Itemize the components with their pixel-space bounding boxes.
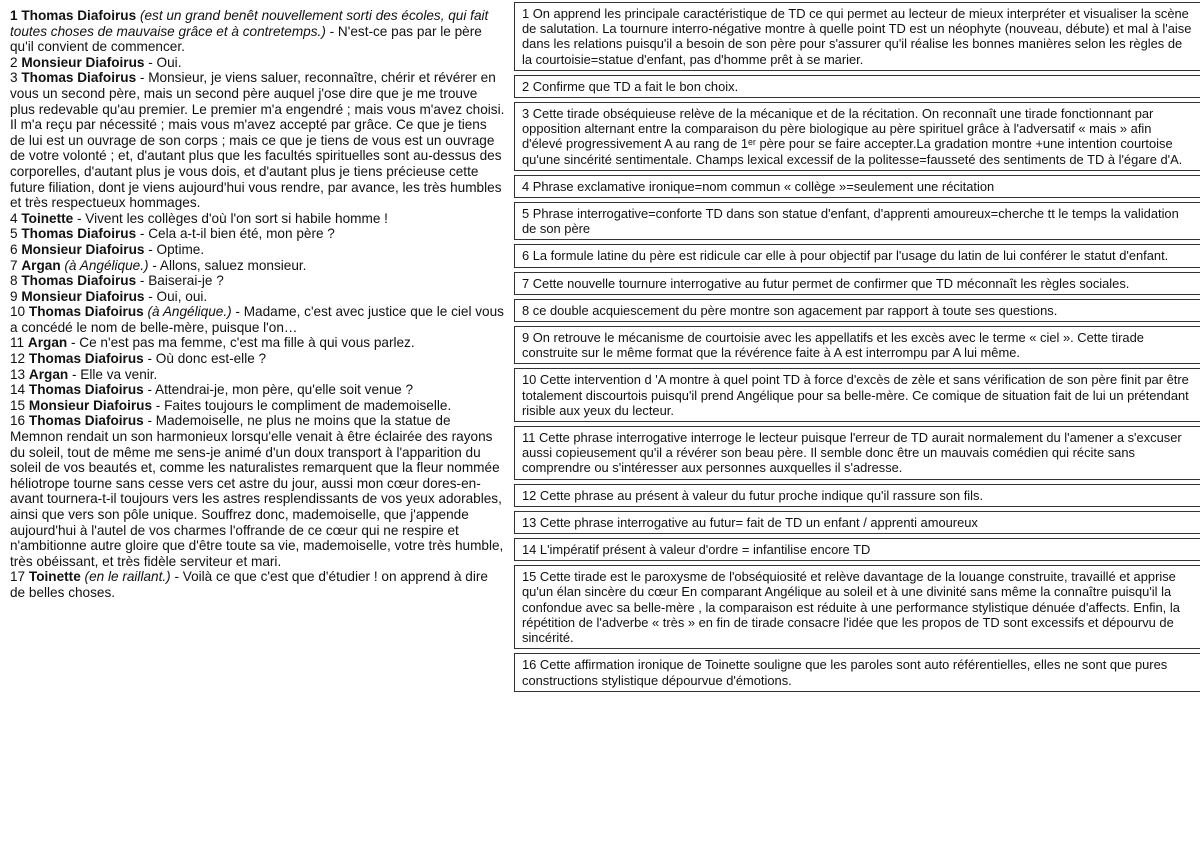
speaker-name: Argan	[21, 257, 61, 273]
line-number: 7	[10, 257, 18, 273]
comment-box-15: 15 Cette tirade est le paroxysme de l'obséquiosité et relève davantage de la louange construite, travaillé et apprise qu'un élan sincère du cœur En comparant Angélique au soleil et à une divinité sans même la connaître puisqu'il la confondue avec sa belle-mère , la comparaison est réduite à une performance stylistique dénuée d'affects. Enfin, la répétition de l'adverbe « très » en fin de tirade consacre l'idée que les propos de TD sont excessifs et dépourvu de sincérité.	[514, 565, 1200, 649]
speaker-name: Thomas Diafoirus	[21, 8, 137, 23]
comment-box-1: 1 On apprend les principale caractéristique de TD ce qui permet au lecteur de mieux interpréter et visualiser la scène de salutation. La tournure interro-négative montre à quelle point TD est un néophyte (nouveau, débute) et mal à l'aise dans les relations puisqu'il a besoin de son père pour s'assurer qu'il réalise les bonnes manières selon les règles de la courtoisie=statue d'enfant, pas d'homme prêt à se marier.	[514, 2, 1200, 71]
speaker-name: Thomas Diafoirus	[21, 226, 137, 242]
line-text: - Oui.	[144, 54, 182, 70]
dialogue-line-8	[10, 273, 505, 289]
comment-box-10: 10 Cette intervention d 'A montre à quel point TD à force d'excès de zèle et sans vérification de son père finit par être totalement discourtois puisqu'il prend Angélique pour sa belle-mère. Ce comique de situation fait de lui un prétendant risible aux yeux du lecteur.	[514, 368, 1200, 422]
dialogue-line-5	[10, 226, 505, 242]
comment-box-3: 3 Cette tirade obséquieuse relève de la mécanique et de la récitation. On reconnaît une tirade fonctionnant par opposition alternant entre la comparaison du père biologique au père spirituel grâce à l'adversatif « mais » afin d'élevé progressivement A au rang de 1ᵉʳ père pour se faire accepter.La gradation montre +une intention courtoise qu'une sincérité sentimentale. Champs lexical excessif de la politesse=fausseté des sentiments de TD à l'égare d'A.	[514, 102, 1200, 171]
dialogue-line-14	[10, 382, 505, 398]
line-text: - Baiserai-je ?	[136, 273, 224, 289]
comment-box-9: 9 On retrouve le mécanisme de courtoisie avec les appellatifs et les excès avec le terme « ciel ». Cette tirade construite sur le même format que la révérence faite à A est interrompu par A lui même.	[514, 326, 1200, 364]
speaker-name: Thomas Diafoirus	[28, 351, 144, 367]
line-text: - Faites toujours le compliment de mademoiselle.	[152, 397, 452, 413]
line-text: - Ce n'est pas ma femme, c'est ma fille à qui vous parlez.	[67, 335, 415, 351]
comment-box-2: 2 Confirme que TD a fait le bon choix.	[514, 75, 1200, 98]
dialogue-line-9	[10, 289, 505, 305]
line-text: - Madame, c'est avec justice que le ciel vous a concédé le nom de belle-mère, puisque l'on…	[10, 304, 504, 335]
comment-box-14: 14 L'impératif présent à valeur d'ordre = infantilise encore TD	[514, 538, 1200, 561]
comment-box-11: 11 Cette phrase interrogative interroge le lecteur puisque l'erreur de TD aurait normalement du l'amener a s'excuser aussi copieusement qu'il a révérer son beau père. Il semble donc être un mauvais comédien qui récite sans comprendre ou s'intéresser aux personnes auxquelles il s'adresse.	[514, 426, 1200, 480]
commentary-column	[514, 2, 1200, 696]
comment-box-8: 8 ce double acquiescement du père montre son agacement par rapport à toute ses questions.	[514, 299, 1200, 322]
line-number: 1	[10, 8, 18, 23]
comment-box-6: 6 La formule latine du père est ridicule car elle à pour objectif par l'usage du latin de lui conférer le statut d'enfant.	[514, 244, 1200, 267]
line-text: - Où donc est-elle ?	[143, 351, 267, 367]
dialogue-line-13	[10, 367, 505, 383]
line-number: 5	[10, 226, 18, 242]
stage-direction: (est un grand benêt nouvellement sorti des écoles, qui fait toutes choses de mauvaise grâce et à contretemps.)	[10, 8, 489, 39]
speaker-name: Monsieur Diafoirus	[28, 397, 153, 413]
line-number: 6	[10, 241, 18, 257]
dialogue-line-7	[10, 258, 505, 274]
dialogue-line-15	[10, 398, 505, 414]
speaker-name: Toinette	[21, 210, 74, 226]
speaker-name: Monsieur Diafoirus	[21, 241, 145, 257]
line-text: - Allons, saluez monsieur.	[148, 257, 307, 273]
comment-box-4: 4 Phrase exclamative ironique=nom commun « collège »=seulement une récitation	[514, 175, 1200, 198]
speaker-name: Toinette	[28, 569, 81, 585]
dialogue-line-3	[10, 70, 505, 210]
line-number: 15	[10, 397, 26, 413]
line-number: 13	[10, 366, 26, 382]
line-text: - Elle va venir.	[68, 366, 158, 382]
speaker-name: Thomas Diafoirus	[28, 304, 144, 320]
speaker-name: Thomas Diafoirus	[21, 70, 137, 86]
dialogue-line-11	[10, 335, 505, 351]
line-text: - Attendrai-je, mon père, qu'elle soit venue ?	[143, 382, 414, 398]
line-text: - Voilà ce que c'est que d'étudier ! on apprend à dire de belles choses.	[10, 569, 488, 600]
dialogue-line-4	[10, 211, 505, 227]
line-text: - Mademoiselle, ne plus ne moins que la statue de Memnon rendait un son harmonieux lorsqu'elle venait à être éclairée des rayons du soleil, tout de même me sens-je animé d'un doux transport à l'apparition du soleil de vos beautés et, comme les naturalistes remarquent que la fleur nommée héliotrope tourne sans cesse vers cet astre du jour, aussi mon cœur dores-en-avant tournera-t-il toujours vers les astres resplendissants de vos yeux adorables, ainsi que vers son pôle unique. Souffrez donc, mademoiselle, que j'appende aujourd'hui à l'autel de vos charmes l'offrande de ce cœur qui ne respire et n'ambitionne autre gloire que d'être toute sa vie, mademoiselle, votre très humble, très obéissant, et très fidèle serviteur et mari.	[10, 413, 504, 569]
line-text: - N'est-ce pas par le père qu'il convient de commencer.	[10, 23, 482, 55]
line-text: - Monsieur, je viens saluer, reconnaître, chérir et révérer en vous un second père, mais un second père auquel j'ose dire que je me trouve plus redevable qu'au premier. Le premier m'a engendré ; mais vous m'avez choisi. Il m'a reçu par nécessité ; mais vous m'avez accepté par grâce. Ce que je tiens de lui est un ouvrage de son corps ; mais ce que je tiens de vous est un ouvrage de votre volonté ; et, d'autant plus que les facultés spirituelles sont au-dessus des corporelles, d'autant plus je vous dois, et d'autant plus je tiens précieuse cette future filiation, dont je viens aujourd'hui vous rendre, par avance, les très humbles et très respectueux hommages.	[10, 70, 505, 211]
speaker-name: Argan	[28, 366, 69, 382]
line-text: - Oui, oui.	[144, 288, 208, 304]
line-number: 11	[10, 335, 25, 351]
line-number: 9	[10, 288, 18, 304]
dialogue-column	[10, 8, 505, 601]
comment-box-7: 7 Cette nouvelle tournure interrogative au futur permet de confirmer que TD méconnaît les règles sociales.	[514, 272, 1200, 295]
comment-box-12: 12 Cette phrase au présent à valeur du futur proche indique qu'il rassure son fils.	[514, 484, 1200, 507]
dialogue-line-10	[10, 304, 505, 335]
comment-box-16: 16 Cette affirmation ironique de Toinette souligne que les paroles sont auto référentielles, elles ne sont que pures constructions stylistique dépourvue d'émotions.	[514, 653, 1200, 691]
comment-box-5: 5 Phrase interrogative=conforte TD dans son statue d'enfant, d'apprenti amoureux=cherche tt le temps la validation de son père	[514, 202, 1200, 240]
stage-direction: (en le raillant.)	[80, 569, 171, 585]
dialogue-line-2	[10, 55, 505, 71]
speaker-name: Thomas Diafoirus	[28, 413, 144, 429]
speaker-name: Argan	[27, 335, 68, 351]
line-number: 12	[10, 351, 26, 367]
stage-direction: (à Angélique.)	[143, 304, 232, 320]
dialogue-line-17	[10, 569, 505, 600]
line-number: 10	[10, 304, 26, 320]
line-number: 14	[10, 382, 26, 398]
line-text: - Optime.	[144, 241, 205, 257]
line-number: 16	[10, 413, 26, 429]
comment-box-13: 13 Cette phrase interrogative au futur= fait de TD un enfant / apprenti amoureux	[514, 511, 1200, 534]
line-number: 17	[10, 569, 26, 585]
dialogue-line-12	[10, 351, 505, 367]
speaker-name: Thomas Diafoirus	[21, 273, 137, 289]
stage-direction: (à Angélique.)	[60, 257, 149, 273]
speaker-name: Monsieur Diafoirus	[21, 288, 145, 304]
line-number: 3	[10, 70, 18, 86]
line-number: 4	[10, 210, 18, 226]
line-text: - Vivent les collèges d'où l'on sort si habile homme !	[73, 210, 388, 226]
line-number: 2	[10, 54, 18, 70]
speaker-name: Thomas Diafoirus	[28, 382, 144, 398]
dialogue-line-6	[10, 242, 505, 258]
dialogue-line-16	[10, 413, 505, 569]
line-number: 8	[10, 273, 18, 289]
line-text: - Cela a-t-il bien été, mon père ?	[136, 226, 335, 242]
dialogue-line-1	[10, 8, 505, 55]
speaker-name: Monsieur Diafoirus	[21, 54, 145, 70]
